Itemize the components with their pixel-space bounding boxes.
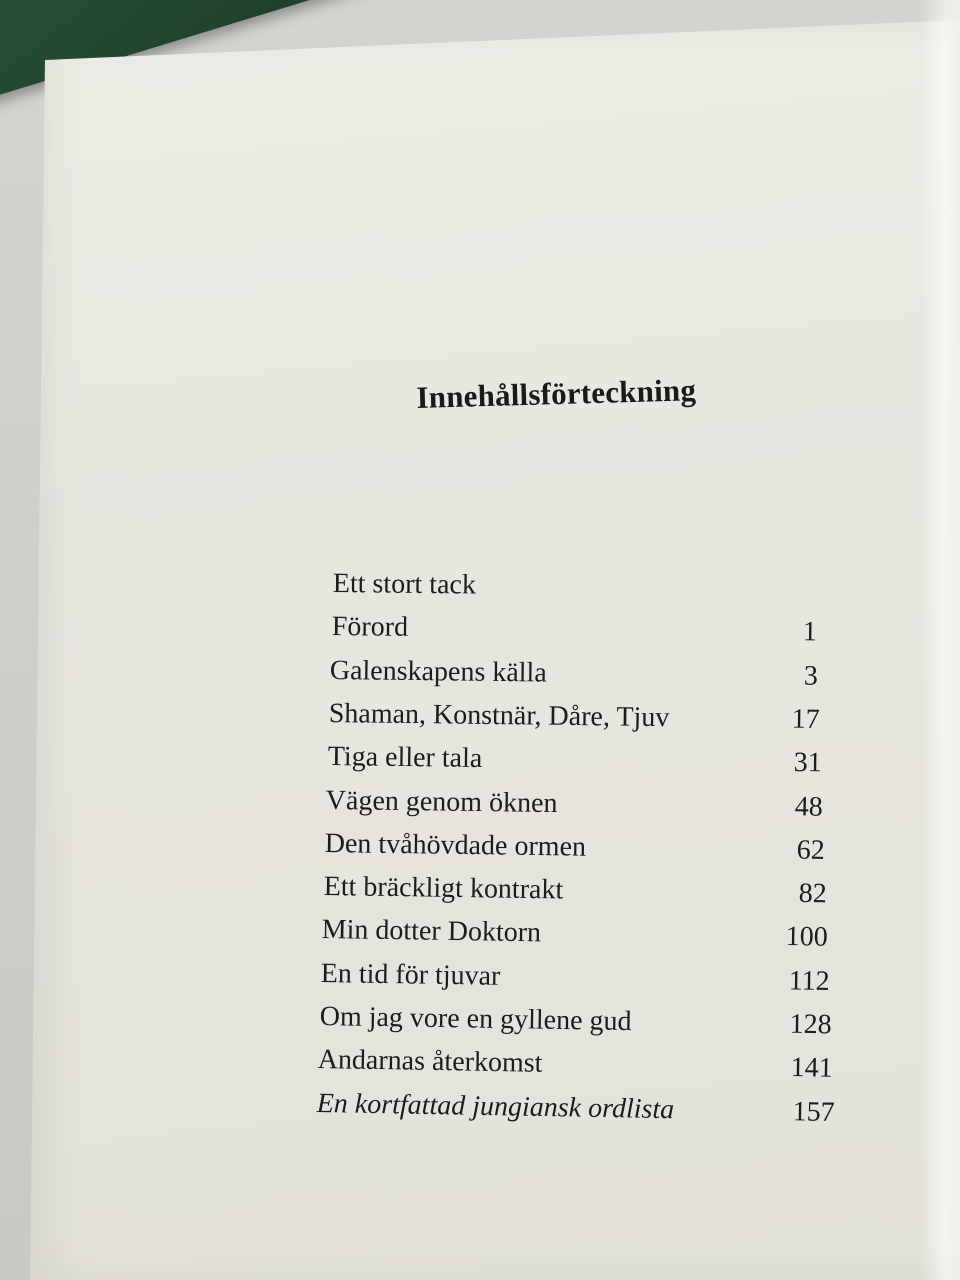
- toc-entry-label: En kortfattad jungiansk ordlista: [316, 1087, 675, 1125]
- page-title: Innehållsförteckning: [416, 372, 697, 415]
- toc-entry-label: Tiga eller tala: [327, 741, 483, 775]
- toc-entry-page: 100: [785, 921, 829, 954]
- toc-entry-label: Andarnas återkomst: [317, 1044, 544, 1080]
- toc-entry-page: 82: [798, 878, 827, 910]
- toc-entry-page: [755, 572, 815, 573]
- toc-entry-page: 3: [803, 660, 819, 692]
- toc-entry-page: 112: [788, 965, 830, 997]
- toc-entry-page: 141: [790, 1052, 834, 1084]
- toc-entry-page: 1: [802, 616, 817, 648]
- toc-entry-label: Ett bräckligt kontrakt: [323, 871, 564, 906]
- toc-entry-label: Om jag vore en gyllene gud: [319, 1001, 632, 1038]
- toc-entry-label: Galenskapens källa: [329, 654, 548, 689]
- toc-entry-page: 62: [796, 834, 825, 866]
- toc-entry-label: Ett stort tack: [332, 568, 477, 601]
- toc-entry-page: 17: [791, 703, 820, 735]
- toc-entry-label: Den tvåhövdade ormen: [324, 827, 587, 863]
- toc-entry-label: En tid för tjuvar: [320, 957, 501, 992]
- toc-entry-page: 157: [792, 1095, 835, 1128]
- toc-entry-label: Vägen genom öknen: [325, 784, 559, 819]
- toc-entry-page: 48: [794, 790, 824, 823]
- toc-entry-label: Min dotter Doktorn: [321, 914, 542, 949]
- toc-entry-label: Shaman, Konstnär, Dåre, Tjuv: [328, 697, 670, 734]
- toc-entry-label: Förord: [331, 611, 408, 644]
- toc-entry-page: 31: [793, 747, 822, 779]
- toc-entry-page: 128: [789, 1008, 832, 1041]
